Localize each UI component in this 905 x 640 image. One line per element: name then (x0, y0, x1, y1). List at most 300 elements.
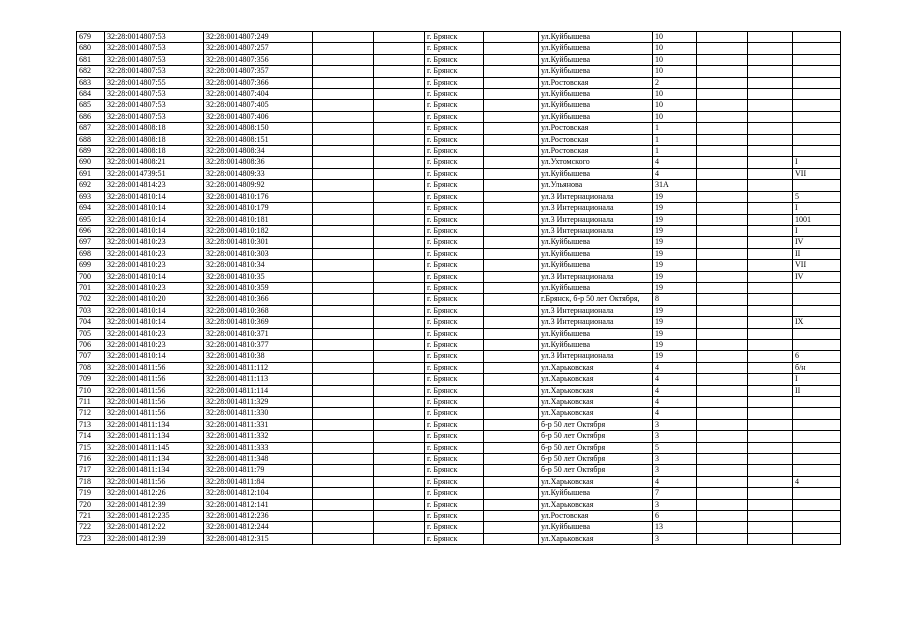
empty-cell (697, 533, 748, 544)
empty-cell (748, 54, 793, 65)
house-number: 19 (653, 317, 697, 328)
house-number: 2 (653, 77, 697, 88)
premises-number: 5 (793, 191, 841, 202)
empty-cell (697, 111, 748, 122)
row-number: 703 (77, 305, 105, 316)
cadastral-number: 32:28:0014810:35 (204, 271, 313, 282)
empty-cell (697, 214, 748, 225)
street: ул.Куйбышева (539, 282, 653, 293)
street: ул.Ухтомского (539, 157, 653, 168)
premises-number: б/н (793, 362, 841, 373)
table-row (77, 248, 841, 259)
table-row (77, 533, 841, 544)
street: б-р 50 лет Октября (539, 465, 653, 476)
empty-cell (484, 511, 539, 522)
house-number: 1 (653, 134, 697, 145)
empty-cell (484, 533, 539, 544)
house-number: 19 (653, 260, 697, 271)
city: г. Брянск (425, 66, 484, 77)
street: ул.Харьковская (539, 408, 653, 419)
premises-number: I (793, 203, 841, 214)
parent-cadastral-number: 32:28:0014810:14 (105, 225, 204, 236)
empty-cell (313, 419, 374, 430)
cadastral-number: 32:28:0014807:249 (204, 32, 313, 43)
city: г. Брянск (425, 317, 484, 328)
city: г. Брянск (425, 180, 484, 191)
empty-cell (374, 180, 425, 191)
parent-cadastral-number: 32:28:0014810:14 (105, 203, 204, 214)
empty-cell (697, 305, 748, 316)
empty-cell (697, 476, 748, 487)
empty-cell (374, 157, 425, 168)
empty-cell (374, 339, 425, 350)
row-number: 695 (77, 214, 105, 225)
empty-cell (374, 123, 425, 134)
parent-cadastral-number: 32:28:0014811:134 (105, 431, 204, 442)
empty-cell (484, 248, 539, 259)
empty-cell (748, 77, 793, 88)
city: г. Брянск (425, 522, 484, 533)
empty-cell (313, 43, 374, 54)
house-number: 3 (653, 454, 697, 465)
cadastral-number: 32:28:0014810:377 (204, 339, 313, 350)
empty-cell (748, 260, 793, 271)
empty-cell (313, 454, 374, 465)
empty-cell (697, 225, 748, 236)
empty-cell (374, 111, 425, 122)
premises-number (793, 465, 841, 476)
street: ул.Харьковская (539, 362, 653, 373)
empty-cell (748, 123, 793, 134)
empty-cell (748, 465, 793, 476)
empty-cell (484, 317, 539, 328)
empty-cell (374, 214, 425, 225)
empty-cell (374, 237, 425, 248)
parent-cadastral-number: 32:28:0014808:18 (105, 123, 204, 134)
cadastral-number: 32:28:0014812:104 (204, 488, 313, 499)
premises-number: I (793, 157, 841, 168)
premises-number: VII (793, 260, 841, 271)
empty-cell (374, 32, 425, 43)
empty-cell (697, 168, 748, 179)
city: г. Брянск (425, 511, 484, 522)
row-number: 706 (77, 339, 105, 350)
city: г. Брянск (425, 339, 484, 350)
empty-cell (748, 454, 793, 465)
house-number: 4 (653, 385, 697, 396)
empty-cell (484, 157, 539, 168)
empty-cell (748, 168, 793, 179)
empty-cell (374, 511, 425, 522)
cadastral-number: 32:28:0014811:329 (204, 397, 313, 408)
premises-number (793, 146, 841, 157)
empty-cell (313, 111, 374, 122)
premises-number (793, 454, 841, 465)
row-number: 698 (77, 248, 105, 259)
row-number: 692 (77, 180, 105, 191)
table-row (77, 362, 841, 373)
table-row (77, 191, 841, 202)
empty-cell (313, 385, 374, 396)
empty-cell (313, 157, 374, 168)
empty-cell (697, 294, 748, 305)
empty-cell (313, 123, 374, 134)
empty-cell (697, 89, 748, 100)
empty-cell (313, 225, 374, 236)
house-number: 19 (653, 339, 697, 350)
empty-cell (748, 431, 793, 442)
empty-cell (697, 351, 748, 362)
house-number: 19 (653, 191, 697, 202)
house-number: 19 (653, 248, 697, 259)
row-number: 722 (77, 522, 105, 533)
city: г. Брянск (425, 271, 484, 282)
premises-number (793, 282, 841, 293)
cadastral-number: 32:28:0014807:257 (204, 43, 313, 54)
house-number: 10 (653, 43, 697, 54)
empty-cell (697, 100, 748, 111)
city: г. Брянск (425, 168, 484, 179)
table-row (77, 32, 841, 43)
empty-cell (313, 317, 374, 328)
street: ул.Куйбышева (539, 43, 653, 54)
row-number: 718 (77, 476, 105, 487)
empty-cell (374, 419, 425, 430)
cadastral-number: 32:28:0014810:179 (204, 203, 313, 214)
street: б-р 50 лет Октября (539, 442, 653, 453)
table-row (77, 419, 841, 430)
table-row (77, 522, 841, 533)
city: г. Брянск (425, 77, 484, 88)
city: г. Брянск (425, 214, 484, 225)
table-row (77, 237, 841, 248)
parent-cadastral-number: 32:28:0014810:14 (105, 305, 204, 316)
empty-cell (484, 499, 539, 510)
empty-cell (374, 465, 425, 476)
city: г. Брянск (425, 533, 484, 544)
empty-cell (748, 89, 793, 100)
house-number: 4 (653, 168, 697, 179)
row-number: 683 (77, 77, 105, 88)
street: ул.3 Интернационала (539, 271, 653, 282)
parent-cadastral-number: 32:28:0014811:56 (105, 408, 204, 419)
table-row (77, 385, 841, 396)
cadastral-number: 32:28:0014807:406 (204, 111, 313, 122)
premises-number (793, 134, 841, 145)
table-row (77, 271, 841, 282)
city: г. Брянск (425, 43, 484, 54)
table-row (77, 499, 841, 510)
city: г. Брянск (425, 442, 484, 453)
premises-number: 6 (793, 351, 841, 362)
empty-cell (484, 374, 539, 385)
premises-number: IV (793, 271, 841, 282)
house-number: 19 (653, 237, 697, 248)
row-number: 712 (77, 408, 105, 419)
premises-number (793, 522, 841, 533)
empty-cell (484, 465, 539, 476)
empty-cell (697, 134, 748, 145)
empty-cell (374, 476, 425, 487)
table-row (77, 454, 841, 465)
cadastral-number: 32:28:0014808:36 (204, 157, 313, 168)
empty-cell (313, 522, 374, 533)
row-number: 705 (77, 328, 105, 339)
table-row (77, 100, 841, 111)
empty-cell (748, 317, 793, 328)
house-number: 6 (653, 511, 697, 522)
empty-cell (313, 260, 374, 271)
empty-cell (374, 191, 425, 202)
cadastral-number: 32:28:0014812:141 (204, 499, 313, 510)
premises-number (793, 100, 841, 111)
empty-cell (748, 146, 793, 157)
city: г. Брянск (425, 134, 484, 145)
table-row (77, 168, 841, 179)
empty-cell (484, 454, 539, 465)
city: г. Брянск (425, 419, 484, 430)
street: б-р 50 лет Октября (539, 454, 653, 465)
empty-cell (697, 465, 748, 476)
house-number: 10 (653, 100, 697, 111)
empty-cell (697, 66, 748, 77)
cadastral-number: 32:28:0014808:150 (204, 123, 313, 134)
empty-cell (313, 100, 374, 111)
street: б-р 50 лет Октября (539, 431, 653, 442)
empty-cell (484, 397, 539, 408)
empty-cell (484, 225, 539, 236)
empty-cell (313, 339, 374, 350)
city: г. Брянск (425, 294, 484, 305)
house-number: 8 (653, 294, 697, 305)
empty-cell (697, 54, 748, 65)
empty-cell (484, 271, 539, 282)
empty-cell (748, 522, 793, 533)
empty-cell (748, 511, 793, 522)
house-number: 3 (653, 419, 697, 430)
row-number: 681 (77, 54, 105, 65)
parent-cadastral-number: 32:28:0014810:20 (105, 294, 204, 305)
cadastral-number: 32:28:0014810:301 (204, 237, 313, 248)
cadastral-number: 32:28:0014810:38 (204, 351, 313, 362)
empty-cell (697, 374, 748, 385)
empty-cell (313, 214, 374, 225)
parent-cadastral-number: 32:28:0014808:21 (105, 157, 204, 168)
table-row (77, 111, 841, 122)
house-number: 3 (653, 465, 697, 476)
row-number: 716 (77, 454, 105, 465)
premises-number (793, 180, 841, 191)
city: г. Брянск (425, 111, 484, 122)
empty-cell (484, 476, 539, 487)
empty-cell (697, 260, 748, 271)
empty-cell (313, 397, 374, 408)
row-number: 713 (77, 419, 105, 430)
street: ул.3 Интернационала (539, 225, 653, 236)
cadastral-number: 32:28:0014810:303 (204, 248, 313, 259)
empty-cell (748, 397, 793, 408)
empty-cell (313, 89, 374, 100)
cadastral-number: 32:28:0014810:368 (204, 305, 313, 316)
row-number: 686 (77, 111, 105, 122)
parent-cadastral-number: 32:28:0014810:23 (105, 339, 204, 350)
empty-cell (484, 522, 539, 533)
cadastral-number: 32:28:0014810:181 (204, 214, 313, 225)
empty-cell (697, 157, 748, 168)
premises-number: IV (793, 237, 841, 248)
premises-number: II (793, 248, 841, 259)
street: ул.Куйбышева (539, 111, 653, 122)
city: г. Брянск (425, 408, 484, 419)
premises-number (793, 328, 841, 339)
row-number: 709 (77, 374, 105, 385)
table-row (77, 397, 841, 408)
empty-cell (748, 248, 793, 259)
empty-cell (484, 168, 539, 179)
street: ул.Куйбышева (539, 488, 653, 499)
house-number: 1 (653, 146, 697, 157)
cadastral-number: 32:28:0014811:331 (204, 419, 313, 430)
premises-number (793, 66, 841, 77)
empty-cell (484, 180, 539, 191)
empty-cell (313, 511, 374, 522)
parent-cadastral-number: 32:28:0014810:14 (105, 191, 204, 202)
street: ул.Харьковская (539, 385, 653, 396)
cadastral-number: 32:28:0014810:182 (204, 225, 313, 236)
parent-cadastral-number: 32:28:0014808:18 (105, 134, 204, 145)
empty-cell (697, 511, 748, 522)
empty-cell (313, 282, 374, 293)
empty-cell (313, 476, 374, 487)
empty-cell (484, 362, 539, 373)
cadastral-number: 32:28:0014811:114 (204, 385, 313, 396)
empty-cell (748, 225, 793, 236)
empty-cell (748, 282, 793, 293)
table-row (77, 408, 841, 419)
house-number: 7 (653, 488, 697, 499)
empty-cell (374, 522, 425, 533)
premises-number (793, 305, 841, 316)
premises-number (793, 54, 841, 65)
table-row (77, 260, 841, 271)
street: ул.Куйбышева (539, 237, 653, 248)
empty-cell (374, 431, 425, 442)
empty-cell (484, 442, 539, 453)
cadastral-number: 32:28:0014812:236 (204, 511, 313, 522)
empty-cell (748, 476, 793, 487)
city: г. Брянск (425, 225, 484, 236)
table-row (77, 134, 841, 145)
premises-number (793, 111, 841, 122)
empty-cell (313, 146, 374, 157)
cadastral-number: 32:28:0014807:405 (204, 100, 313, 111)
street: ул.Харьковская (539, 533, 653, 544)
house-number: 10 (653, 66, 697, 77)
row-number: 720 (77, 499, 105, 510)
cadastral-number: 32:28:0014811:333 (204, 442, 313, 453)
table-row (77, 476, 841, 487)
table-row (77, 146, 841, 157)
empty-cell (748, 328, 793, 339)
parent-cadastral-number: 32:28:0014811:134 (105, 465, 204, 476)
premises-number (793, 533, 841, 544)
street: ул.Куйбышева (539, 328, 653, 339)
row-number: 723 (77, 533, 105, 544)
cadastral-number: 32:28:0014810:366 (204, 294, 313, 305)
parent-cadastral-number: 32:28:0014811:134 (105, 419, 204, 430)
row-number: 687 (77, 123, 105, 134)
city: г. Брянск (425, 157, 484, 168)
house-number: 1 (653, 123, 697, 134)
empty-cell (484, 339, 539, 350)
premises-number: IX (793, 317, 841, 328)
premises-number: I (793, 225, 841, 236)
premises-number (793, 511, 841, 522)
house-number: 19 (653, 282, 697, 293)
empty-cell (374, 317, 425, 328)
empty-cell (374, 488, 425, 499)
empty-cell (748, 134, 793, 145)
table-row (77, 511, 841, 522)
table-row (77, 442, 841, 453)
empty-cell (484, 305, 539, 316)
city: г. Брянск (425, 146, 484, 157)
empty-cell (313, 77, 374, 88)
city: г. Брянск (425, 454, 484, 465)
empty-cell (313, 305, 374, 316)
table-row (77, 317, 841, 328)
empty-cell (313, 66, 374, 77)
empty-cell (313, 499, 374, 510)
row-number: 679 (77, 32, 105, 43)
premises-number: II (793, 385, 841, 396)
city: г. Брянск (425, 362, 484, 373)
empty-cell (748, 385, 793, 396)
premises-number (793, 339, 841, 350)
empty-cell (313, 134, 374, 145)
table-row (77, 89, 841, 100)
parent-cadastral-number: 32:28:0014807:53 (105, 100, 204, 111)
empty-cell (313, 431, 374, 442)
table-row (77, 328, 841, 339)
street: ул.Куйбышева (539, 248, 653, 259)
parent-cadastral-number: 32:28:0014739:51 (105, 168, 204, 179)
empty-cell (697, 431, 748, 442)
parent-cadastral-number: 32:28:0014811:134 (105, 454, 204, 465)
table-row (77, 374, 841, 385)
city: г. Брянск (425, 305, 484, 316)
empty-cell (313, 465, 374, 476)
city: г. Брянск (425, 100, 484, 111)
city: г. Брянск (425, 374, 484, 385)
empty-cell (484, 419, 539, 430)
row-number: 680 (77, 43, 105, 54)
empty-cell (748, 362, 793, 373)
empty-cell (374, 100, 425, 111)
empty-cell (374, 66, 425, 77)
house-number: 19 (653, 214, 697, 225)
cadastral-number: 32:28:0014811:112 (204, 362, 313, 373)
empty-cell (697, 362, 748, 373)
cadastral-number: 32:28:0014812:244 (204, 522, 313, 533)
city: г. Брянск (425, 476, 484, 487)
parent-cadastral-number: 32:28:0014811:145 (105, 442, 204, 453)
empty-cell (484, 294, 539, 305)
parent-cadastral-number: 32:28:0014811:56 (105, 362, 204, 373)
empty-cell (374, 385, 425, 396)
empty-cell (313, 180, 374, 191)
parent-cadastral-number: 32:28:0014810:23 (105, 248, 204, 259)
